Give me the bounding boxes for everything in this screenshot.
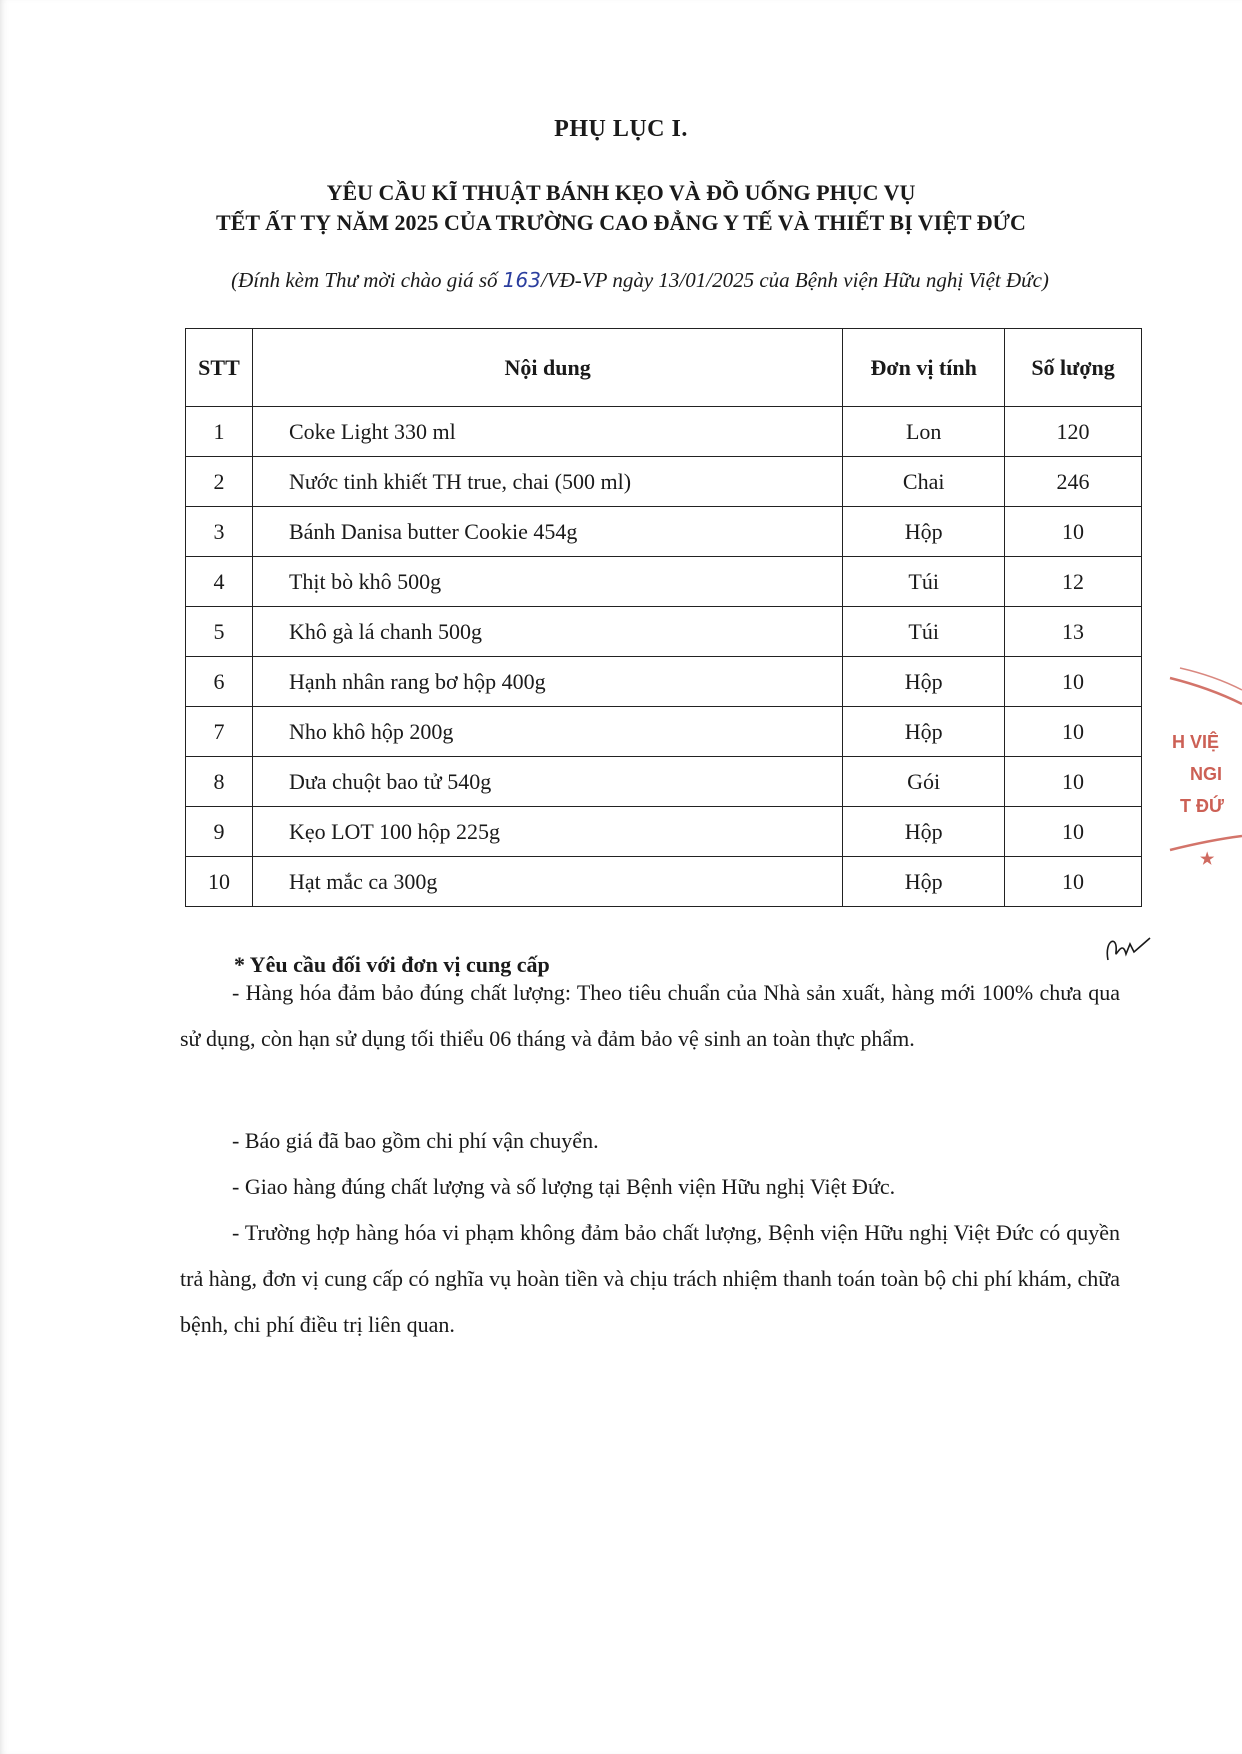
cell-content: Hạt mắc ca 300g	[252, 857, 842, 907]
cell-quantity: 13	[1005, 607, 1142, 657]
attachment-note	[150, 268, 1130, 293]
cell-quantity: 10	[1005, 707, 1142, 757]
header-quantity: Số lượng	[1005, 329, 1142, 407]
star-icon: ★	[1200, 851, 1215, 868]
cell-unit: Hộp	[843, 507, 1005, 557]
table-row	[186, 507, 1142, 557]
cell-stt: 3	[186, 507, 253, 557]
cell-content: Bánh Danisa butter Cookie 454g	[252, 507, 842, 557]
cell-unit: Hộp	[843, 807, 1005, 857]
cell-stt: 9	[186, 807, 253, 857]
subtitle-line-2: TẾT ẤT TỴ NĂM 2025 CỦA TRƯỜNG CAO ĐẲNG Y TẾ VÀ THIẾT BỊ VIỆT ĐỨC	[216, 210, 1026, 235]
table-row	[186, 607, 1142, 657]
header-unit: Đơn vị tính	[843, 329, 1005, 407]
appendix-title: PHỤ LỤC I.	[554, 116, 688, 142]
stamp-text-2: NGI	[1190, 764, 1223, 784]
cell-content: Dưa chuột bao tử 540g	[252, 757, 842, 807]
cell-content: Nước tinh khiết TH true, chai (500 ml)	[252, 457, 842, 507]
cell-content: Kẹo LOT 100 hộp 225g	[252, 807, 842, 857]
table-row	[186, 757, 1142, 807]
cell-quantity: 10	[1005, 857, 1142, 907]
stamp-text-3: T ĐỨ	[1180, 796, 1224, 816]
cell-stt: 8	[186, 757, 253, 807]
cell-stt: 4	[186, 557, 253, 607]
header-stt: STT	[186, 329, 253, 407]
cell-stt: 6	[186, 657, 253, 707]
attachment-note-suffix: /VĐ-VP ngày 13/01/2025 của Bệnh viện Hữu nghị Việt Đức)	[540, 268, 1049, 292]
cell-quantity: 10	[1005, 507, 1142, 557]
cell-content: Nho khô hộp 200g	[252, 707, 842, 757]
handwritten-document-number: 163	[502, 268, 541, 292]
subtitle-line-1: YÊU CẦU KĨ THUẬT BÁNH KẸO VÀ ĐỒ UỐNG PHỤC VỤ	[326, 180, 916, 205]
header-content: Nội dung	[252, 329, 842, 407]
cell-stt: 5	[186, 607, 253, 657]
table-row	[186, 707, 1142, 757]
attachment-note-prefix: (Đính kèm Thư mời chào giá số	[231, 268, 503, 292]
requirements-heading: * Yêu cầu đối với đơn vị cung cấp	[234, 952, 550, 977]
cell-unit: Chai	[843, 457, 1005, 507]
table-row	[186, 457, 1142, 507]
cell-unit: Túi	[843, 607, 1005, 657]
table-row	[186, 657, 1142, 707]
cell-quantity: 120	[1005, 407, 1142, 457]
cell-content: Thịt bò khô 500g	[252, 557, 842, 607]
table-row	[186, 407, 1142, 457]
table-header-row	[186, 329, 1142, 407]
cell-stt: 7	[186, 707, 253, 757]
cell-unit: Gói	[843, 757, 1005, 807]
cell-quantity: 10	[1005, 757, 1142, 807]
requirement-item-3: - Giao hàng đúng chất lượng và số lượng tại Bệnh viện Hữu nghị Việt Đức.	[232, 1174, 896, 1199]
cell-content: Hạnh nhân rang bơ hộp 400g	[252, 657, 842, 707]
stamp-text-1: H VIỆ	[1172, 732, 1220, 752]
cell-unit: Túi	[843, 557, 1005, 607]
requirement-item-2: - Báo giá đã bao gồm chi phí vận chuyển.	[232, 1128, 599, 1153]
cell-unit: Lon	[843, 407, 1005, 457]
cell-quantity: 10	[1005, 657, 1142, 707]
cell-quantity: 10	[1005, 807, 1142, 857]
items-table	[185, 328, 1142, 907]
table-row	[186, 807, 1142, 857]
cell-stt: 2	[186, 457, 253, 507]
cell-content: Coke Light 330 ml	[252, 407, 842, 457]
cell-unit: Hộp	[843, 657, 1005, 707]
cell-quantity: 12	[1005, 557, 1142, 607]
red-stamp-fragment	[1160, 660, 1242, 880]
cell-unit: Hộp	[843, 707, 1005, 757]
table-row	[186, 557, 1142, 607]
requirement-item-1: - Hàng hóa đảm bảo đúng chất lượng: Theo tiêu chuẩn của Nhà sản xuất, hàng mới 100% chưa qua sử dụng, còn hạn sử dụng tối thiểu 06 tháng và đảm bảo vệ sinh an toàn thực phẩm.	[180, 980, 1120, 1051]
table-row	[186, 857, 1142, 907]
cell-stt: 10	[186, 857, 253, 907]
cell-stt: 1	[186, 407, 253, 457]
cell-quantity: 246	[1005, 457, 1142, 507]
requirement-item-4: - Trường hợp hàng hóa vi phạm không đảm bảo chất lượng, Bệnh viện Hữu nghị Việt Đức có quyền trả hàng, đơn vị cung cấp có nghĩa vụ hoàn tiền và chịu trách nhiệm thanh toán toàn bộ chi phí khám, chữa bệnh, chi phí điều trị liên quan.	[180, 1220, 1120, 1337]
cell-unit: Hộp	[843, 857, 1005, 907]
cell-content: Khô gà lá chanh 500g	[252, 607, 842, 657]
